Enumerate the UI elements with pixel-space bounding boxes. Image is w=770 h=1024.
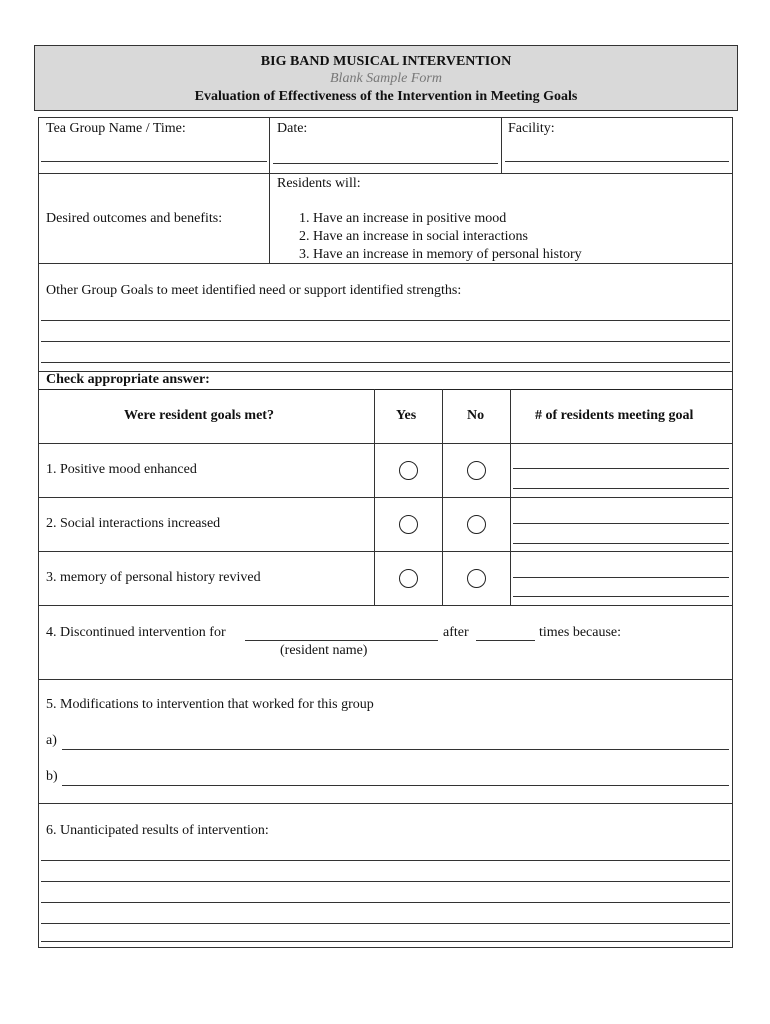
- outcomes-label: Desired outcomes and benefits:: [46, 211, 223, 226]
- modification-b-field[interactable]: [62, 785, 729, 786]
- col-yes: Yes: [396, 408, 417, 423]
- times-field[interactable]: [476, 640, 535, 641]
- no-radio[interactable]: [467, 569, 486, 588]
- count-field[interactable]: [513, 596, 729, 597]
- col-no: No: [467, 408, 485, 423]
- other-goals-line[interactable]: [41, 320, 730, 321]
- col-question: Were resident goals met?: [124, 408, 274, 423]
- count-field[interactable]: [513, 577, 729, 578]
- count-field[interactable]: [513, 523, 729, 524]
- outcome-item: 1. Have an increase in positive mood: [299, 211, 507, 226]
- no-radio[interactable]: [467, 515, 486, 534]
- check-label: Check appropriate answer:: [46, 372, 210, 387]
- form-subtitle: Blank Sample Form: [330, 71, 442, 86]
- yes-radio[interactable]: [399, 569, 418, 588]
- unanticipated-line[interactable]: [41, 881, 730, 882]
- outcomes-intro: Residents will:: [277, 176, 361, 191]
- form-header: [34, 45, 738, 111]
- discontinued-label: 4. Discontinued intervention for: [46, 625, 226, 640]
- facility-label: Facility:: [508, 121, 555, 136]
- yes-radio[interactable]: [399, 461, 418, 480]
- other-goals-label: Other Group Goals to meet identified need or support identified strengths:: [46, 283, 462, 298]
- unanticipated-line[interactable]: [41, 923, 730, 924]
- date-label: Date:: [277, 121, 308, 136]
- count-field[interactable]: [513, 468, 729, 469]
- modification-b-label: b): [46, 769, 58, 784]
- resident-name-field[interactable]: [245, 640, 438, 641]
- date-field[interactable]: [273, 163, 498, 164]
- modifications-label: 5. Modifications to intervention that worked for this group: [46, 697, 374, 712]
- modification-a-field[interactable]: [62, 749, 729, 750]
- goal-row-label: 3. memory of personal history revived: [46, 570, 261, 585]
- other-goals-line[interactable]: [41, 362, 730, 363]
- after-label: after: [443, 625, 469, 640]
- facility-field[interactable]: [505, 161, 729, 162]
- unanticipated-line[interactable]: [41, 941, 730, 942]
- count-field[interactable]: [513, 543, 729, 544]
- goal-row-label: 1. Positive mood enhanced: [46, 462, 197, 477]
- unanticipated-label: 6. Unanticipated results of intervention:: [46, 823, 269, 838]
- form-heading: Evaluation of Effectiveness of the Intervention in Meeting Goals: [194, 89, 578, 104]
- times-label: times because:: [539, 625, 622, 640]
- no-radio[interactable]: [467, 461, 486, 480]
- tea-group-label: Tea Group Name / Time:: [46, 121, 186, 136]
- other-goals-line[interactable]: [41, 341, 730, 342]
- unanticipated-line[interactable]: [41, 860, 730, 861]
- count-field[interactable]: [513, 488, 729, 489]
- tea-group-field[interactable]: [41, 161, 267, 162]
- col-count: # of residents meeting goal: [535, 408, 694, 423]
- outcome-item: 3. Have an increase in memory of personal history: [299, 247, 582, 262]
- form-body: [38, 117, 733, 948]
- unanticipated-line[interactable]: [41, 902, 730, 903]
- modification-a-label: a): [46, 733, 57, 748]
- yes-radio[interactable]: [399, 515, 418, 534]
- form-title: BIG BAND MUSICAL INTERVENTION: [260, 54, 512, 69]
- goal-row-label: 2. Social interactions increased: [46, 516, 221, 531]
- outcome-item: 2. Have an increase in social interactions: [299, 229, 528, 244]
- resident-name-hint: (resident name): [280, 643, 368, 658]
